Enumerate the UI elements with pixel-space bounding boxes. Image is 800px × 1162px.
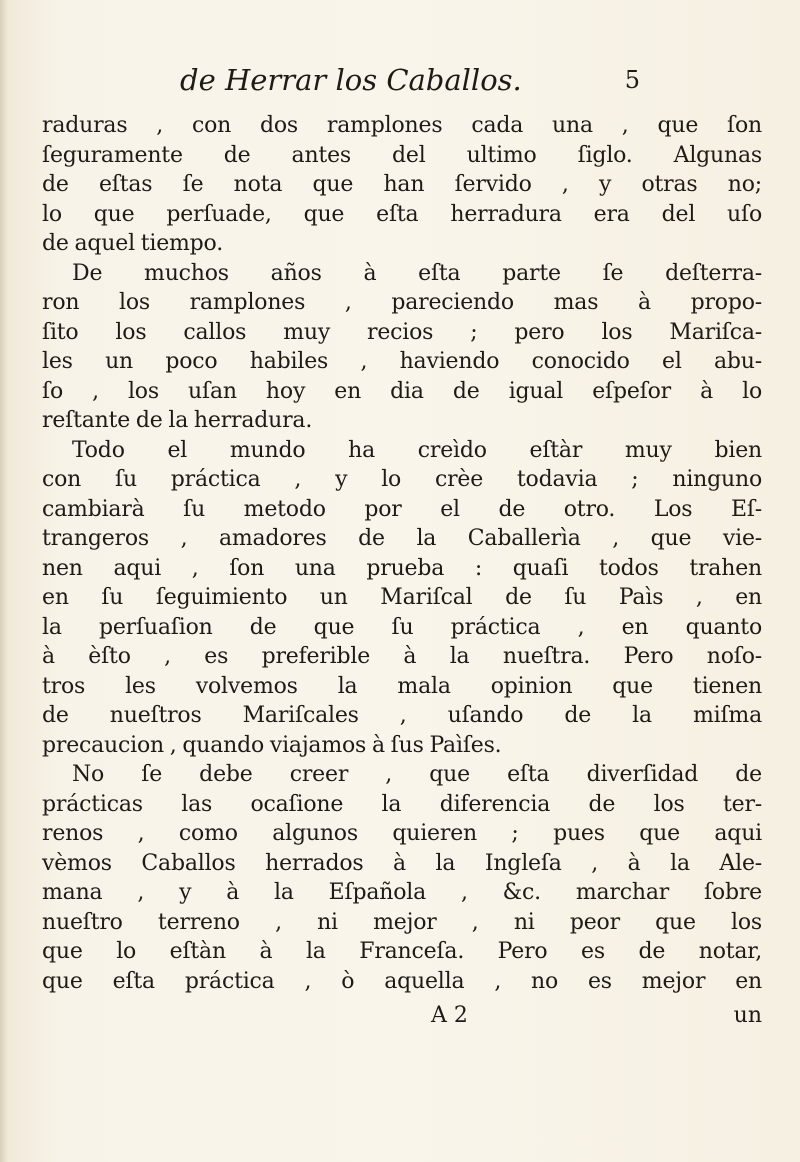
text-line: ſito los callos muy recios ; pero los Mariſca-: [42, 319, 762, 345]
paragraph-start-line: Todo el mundo ha creìdo eſtàr muy bien: [72, 437, 762, 463]
text-line: precaucion , quando viajamos à ſus Paìſes.: [42, 732, 502, 758]
text-line: trangeros , amadores de la Caballerìa , que vie-: [42, 526, 762, 551]
text-line: ſo , los uſan hoy en dia de igual eſpeſor à lo: [42, 378, 762, 404]
text-line: à èſto , es preferible à la nueſtra. Pero noſo-: [42, 644, 762, 669]
text-line: la perſuaſion de que ſu práctica , en quanto: [42, 614, 762, 640]
page-gutter-shadow: [0, 0, 8, 1162]
page-header: [180, 60, 640, 100]
text-line: renos , como algunos quieren ; pues que aqui: [42, 821, 762, 846]
text-line: reſtante de la herradura.: [42, 408, 313, 433]
page-number: 5: [624, 66, 640, 94]
text-line: de eſtas ſe nota que han ſervido , y otras no;: [42, 172, 762, 197]
text-line: prácticas las ocaſione la diferencia de los ter-: [42, 791, 762, 817]
text-line: con ſu práctica , y lo crèe todavia ; ninguno: [42, 467, 762, 492]
text-line: ron los ramplones , pareciendo mas à propo-: [42, 290, 762, 315]
text-line: nen aqui , ſon una prueba : quaſi todos trahen: [42, 555, 762, 581]
text-line: lo que perſuade, que eſta herradura era del uſo: [42, 201, 762, 227]
page-footer: [42, 996, 762, 1036]
text-line: que eſta práctica , ò aquella , no es mejor en: [42, 968, 762, 994]
signature-mark: A 2: [431, 1003, 468, 1028]
text-line: que lo eſtàn à la Franceſa. Pero es de notar,: [42, 939, 762, 964]
text-line: les un poco habiles , haviendo conocido el abu-: [42, 349, 762, 374]
text-line: cambiarà ſu metodo por el de otro. Los Eſ-: [42, 496, 762, 522]
paragraph-start-line: No ſe debe creer , que eſta diverſidad de: [72, 762, 762, 787]
text-line: ſeguramente de antes del ultimo ſiglo. Algunas: [42, 142, 762, 168]
text-line: raduras , con dos ramplones cada una , que ſon: [42, 113, 762, 138]
paragraph-start-line: De muchos años à eſta parte ſe deſterra-: [72, 260, 762, 286]
running-title: de Herrar los Caballos.: [180, 63, 522, 97]
text-line: mana , y à la Eſpañola , &c. marchar ſobre: [42, 880, 762, 905]
text-line: de aquel tiempo.: [42, 231, 224, 256]
text-line: tros les volvemos la mala opinion que tienen: [42, 673, 762, 699]
text-line: vèmos Caballos herrados à la Ingleſa , à la Ale-: [42, 850, 762, 876]
text-line: de nueſtros Mariſcales , uſando de la miſma: [42, 703, 762, 728]
catchword: un: [733, 1003, 762, 1028]
text-line: nueſtro terreno , ni mejor , ni peor que los: [42, 909, 762, 935]
text-line: en ſu ſeguimiento un Mariſcal de ſu Paìs , en: [42, 585, 762, 610]
